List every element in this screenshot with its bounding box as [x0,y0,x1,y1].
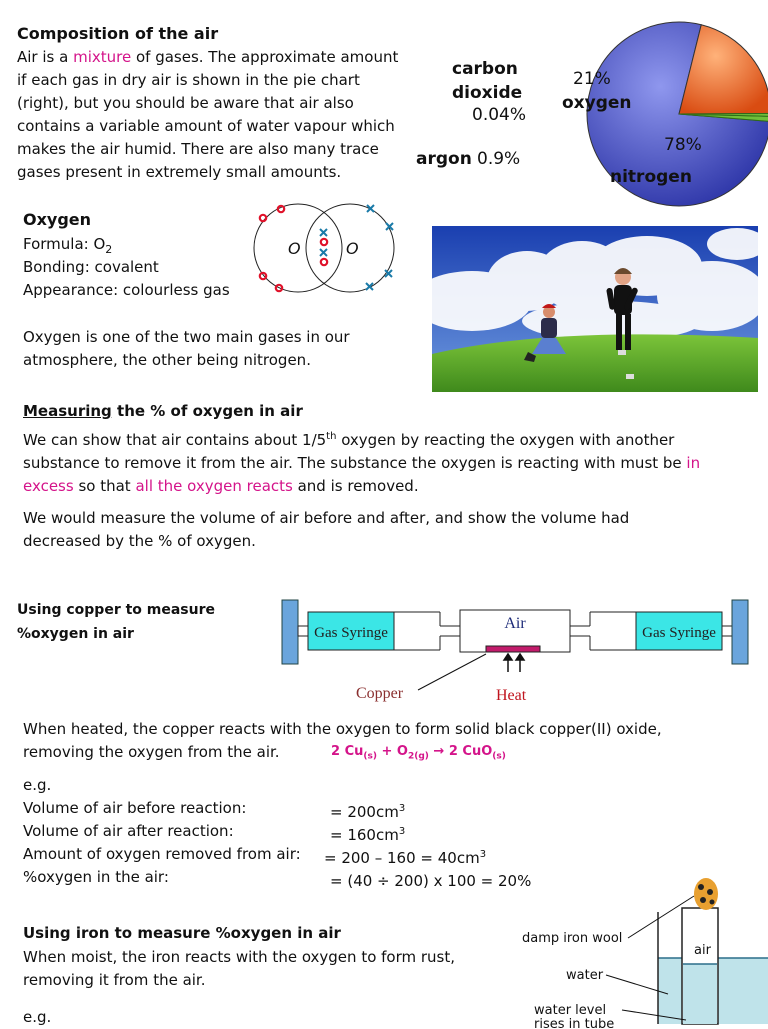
iron-heading: Using iron to measure %oxygen in air [23,924,341,942]
water-label: water [566,968,604,983]
composition-heading: Composition of the air [17,24,219,43]
gas-syringe-right-label: Gas Syringe [642,625,716,641]
measuring-paragraph-2: We would measure the volume of air before and after, and show the volume had decreased by the % of oxygen. [23,509,630,550]
calc-row-label: %oxygen in the air: [23,868,169,886]
gas-syringe-left-label: Gas Syringe [314,625,388,641]
measuring-heading: Measuring the % of oxygen in air [23,402,303,420]
heat-label: Heat [496,687,527,704]
oxygen-appearance: Appearance: colourless gas [23,281,230,299]
pie-label-carbon: carbon [452,59,518,79]
calc-row-value: = $160cm^3$ [330,826,406,844]
pie-label-o2: oxygen [562,93,632,113]
copper-equation: 2 $Cu_{(s)} + O_{2(g)} \to 2$ CuO$_{(s)}$ [331,744,506,762]
air-label: Air [504,615,526,632]
copper-text-2: removing the oxygen from the air. [23,743,280,761]
atom-left-symbol: O [288,239,301,258]
copper-eg: e.g. [23,776,52,794]
calc-row-label: Amount of oxygen removed from air: [23,845,301,863]
calc-row-label: Volume of air before reaction: [23,799,247,817]
oxygen-heading: Oxygen [23,210,92,229]
oxygen-bonding-diagram [250,200,400,300]
atom-right-symbol: O [346,239,359,258]
pie-label-argon: argon [416,149,472,169]
in-excess-highlight: in excess [23,454,701,495]
oxygen-description: Oxygen is one of the two main gases in our atmosphere, the other being nitrogen. [23,328,350,369]
copper-heading: Using copper to measure %oxygen in air [17,602,216,642]
calc-row-value: = $200cm^3$ [330,803,406,821]
pie-label-co2-pct: 0.04% [472,105,527,125]
all-oxygen-reacts-highlight: all the oxygen reacts [135,477,293,495]
copper-apparatus-diagram [278,598,752,708]
iron-text-1: When moist, the iron reacts with the oxygen to form rust, [23,948,456,966]
water-level-label-1: water level [534,1003,607,1018]
pie-label-dioxide: dioxide [452,83,523,103]
children-on-hill-photo [432,226,758,392]
calc-row-value: = (40 ÷ 200) x 100 = 20% [330,872,532,890]
calc-row-value: = $200 - 160 = 40cm^3$ [324,849,487,867]
calc-row-label: Volume of air after reaction: [23,822,234,840]
air-in-tube-label: air [694,943,711,958]
pie-label-o2-pct: 21% [573,69,611,89]
iron-eg: e.g. [23,1008,52,1026]
pie-label-n2-pct: 78% [664,135,702,155]
air-composition-pie-chart [410,12,760,217]
pie-label-argon-pct: 0.9% [477,149,521,169]
mixture-highlight: mixture [73,48,132,66]
copper-label: Copper [356,685,404,702]
iron-wool-apparatus-diagram [510,872,768,1029]
iron-text-2: removing it from the air. [23,971,206,989]
oxygen-formula: Formula: $O_2$ [23,235,113,256]
heat-arrows [504,654,524,672]
water-level-label-2: rises in tube [534,1017,615,1029]
copper-text-1: When heated, the copper reacts with the oxygen to form solid black copper(II) oxide, [23,720,662,738]
damp-iron-wool-label: damp iron wool [522,931,623,946]
measuring-paragraph-1: We can show that air contains about 1/5th oxygen by reacting the oxygen with another substance to remove it from the air. The substance the oxygen is reacting with must be in excess so that all the oxygen reacts and is removed. [23,431,701,495]
pie-label-n2: nitrogen [610,167,692,187]
iron-wool-icon [694,878,718,910]
composition-paragraph: Air is a mixture of gases. The approximate amount if each gas in dry air is shown in the pie chart (right), but you should be aware that air also contains a variable amount of water vapour which makes the air humid. There are also many trace gases present in extremely small amounts. [17,48,399,181]
oxygen-bonding: Bonding: covalent [23,258,159,276]
